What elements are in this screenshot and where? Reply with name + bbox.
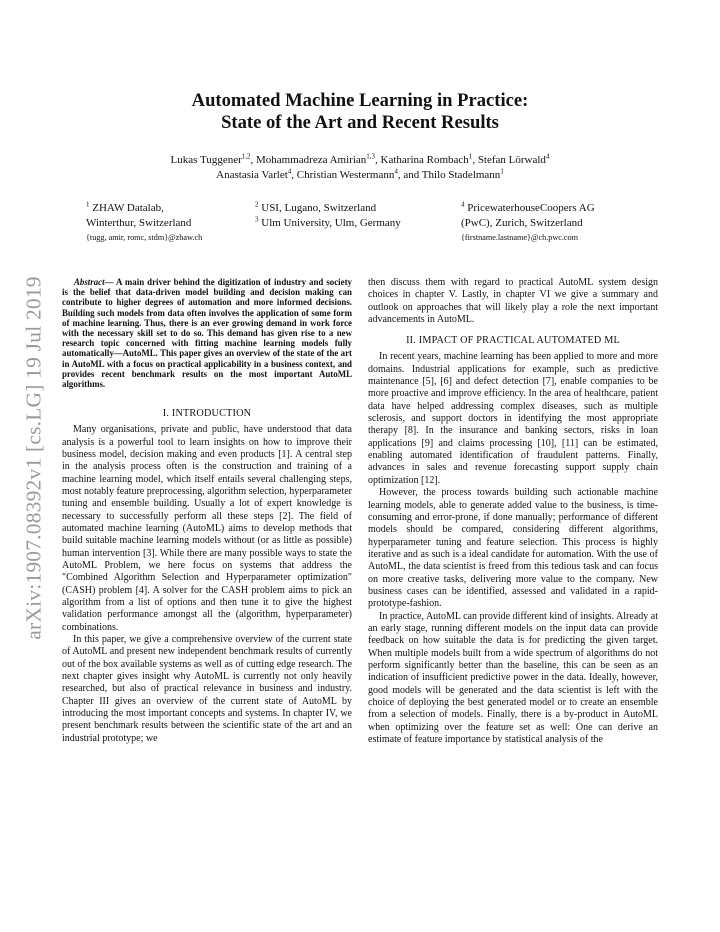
author-name: Anastasia Varlet bbox=[216, 169, 288, 181]
affiliation-1 bbox=[86, 201, 251, 244]
author-affil-mark: 4 bbox=[287, 167, 292, 176]
affiliation-4 bbox=[461, 201, 661, 244]
title-line-2: State of the Art and Recent Results bbox=[221, 112, 499, 133]
author-line-1 bbox=[60, 153, 660, 168]
paragraph: In recent years, machine learning has been applied to more and more domains. Industrial applications for example, such as predictive maintenance [5], [6] and defect detection [7], enable companies to be more proactive and improve efficiency. In the area of healthcare, patient data have helped addressing complex diseases, such as multiple sclerosis, and support doctors in identifying the most appropriate therapy [8]. In the insurance and banking sectors, risks in loan applications [9] and claims processing [10], [11] can be estimated, enabling automated identification of fraudulent patterns. Finally, advances in sales and revenue forecasting support supply chain optimization [12]. bbox=[368, 351, 658, 486]
affil-number: 4 bbox=[461, 200, 465, 209]
affil-email: {firstname.lastname}@ch.pwc.com bbox=[461, 233, 579, 242]
author-name: , and Thilo Stadelmann bbox=[397, 169, 501, 181]
affil-text: (PwC), Zurich, Switzerland bbox=[461, 217, 583, 229]
abstract-text: — A main driver behind the digitization of industry and society is the belief that data-driven model building and decision making can contribute to higher degrees of automation and more informed decisions. Building such models from data often involves the application of some form of machine learning. Thus, there is an ever growing demand in work force with the necessary skill set to do so. This demand has given rise to a new research topic concerned with fitting machine learning models fully automatically—AutoML. This paper gives an overview of the state of the art in AutoML with a focus on practical applicability in a business context, and provides recent benchmark results on the most important AutoML algorithms. bbox=[62, 277, 352, 390]
abstract bbox=[62, 277, 352, 389]
affil-email: {tugg, amir, romc, stdm}@zhaw.ch bbox=[86, 233, 203, 242]
affil-text: Ulm University, Ulm, Germany bbox=[261, 217, 401, 229]
abstract-label: Abstract bbox=[74, 277, 105, 287]
paragraph: Many organisations, private and public, have understood that data analysis is a powerful tool to learn insights on how to improve their business model, decision making and even products [1]. A central step in the analysis process often is the construction and training of a machine learning model, which itself entails several challenging steps, most notably feature preprocessing, algorithm selection, hyperparameter tuning and ensemble building. Usually a lot of expert knowledge is necessary to successfully perform all these steps [2]. The field of automated machine learning (AutoML) aims to develop methods that build suitable machine learning models without (or as little as possible) human intervention [3]. While there are many possible ways to state the AutoML Problem, we here focus on systems that address the "Combined Algorithm Selection and Hyperparameter optimization" (CASH) problem [4]. A solver for the CASH problem aims to pick an algorithm from a list of options and then tune it to give the highest validation performance amongst all the (algorithm, hyperparameter) combinations. bbox=[62, 424, 352, 633]
author-name: , Katharina Rombach bbox=[375, 154, 469, 166]
affiliation-line bbox=[86, 201, 251, 216]
affil-text: PricewaterhouseCoopers AG bbox=[467, 202, 595, 214]
arxiv-stamp bbox=[14, 258, 54, 658]
paragraph: In practice, AutoML can provide different kind of insights. Already at an early stage, running different models on the input data can provide feedback on how suitable the data is for predicting the given target. When multiple models built from a wide spectrum of algorithms do not perform significantly better than the baseline, this can be seen as an indication of insufficient predictive power in the data. Ideally, however, good models will be generated and the data scientist is left with the choice of deploying the best generated model or to create an ensemble from a selection of models. Finally, there is a by-product in AutoML when optimizing over the feature set as well: One can derive an estimate of feature importance by statistical analysis of the bbox=[368, 610, 658, 746]
author-affil-mark: 1,3 bbox=[366, 152, 376, 161]
author-affil-mark: 1 bbox=[500, 167, 504, 176]
author-name: , Christian Westermann bbox=[291, 169, 395, 181]
affil-text: ZHAW Datalab, bbox=[92, 202, 164, 214]
affil-number: 3 bbox=[255, 215, 259, 224]
paragraph: then discuss them with regard to practical AutoML system design choices in chapter V. Lastly, in chapter VI we give a summary and outlook on approaches that will likely play a role the next important advancements in AutoML. bbox=[368, 277, 658, 326]
author-affil-mark: 1 bbox=[468, 152, 473, 161]
author-affil-mark: 4 bbox=[545, 152, 550, 161]
paper-title bbox=[60, 90, 660, 134]
paragraph: However, the process towards building such actionable machine learning models, able to generate added value to the business, is time-consuming and error-prone, if done manually; performance of different models should be compared, considering different algorithms, hyperparameter tuning and feature selection. This process is highly iterative and as such is a ideal candidate for automation. With the use of AutoML, the data scientist is freed from this tedious task and can focus on more creative tasks, delivering more value to the company. New business cases can be identified, assessed and validated in a rapid-prototype-fashion. bbox=[368, 487, 658, 610]
affil-text: Winterthur, Switzerland bbox=[86, 217, 192, 229]
author-name: , Mohammadreza Amirian bbox=[250, 154, 367, 166]
section-heading-impact: II. IMPACT OF PRACTICAL AUTOMATED ML bbox=[406, 335, 620, 347]
author-line-2 bbox=[60, 168, 660, 183]
right-column bbox=[368, 277, 658, 746]
title-line-1: Automated Machine Learning in Practice: bbox=[191, 90, 529, 111]
author-affil-mark: 1,2 bbox=[241, 152, 251, 161]
author-list bbox=[60, 153, 660, 183]
affil-number: 1 bbox=[86, 200, 90, 209]
author-affil-mark: 4 bbox=[394, 167, 398, 176]
paragraph: In this paper, we give a comprehensive overview of the current state of AutoML and present new independent benchmark results of currently out of the box available systems as well as of cutting edge research. The next chapter gives insight why AutoML is currently not only heavily researched, but also of practical relevance in business and industry. Chapter III gives an overview of the current state of AutoML by introducing the most important concepts and systems. In chapter IV, we present benchmark results between the scientific state of the art and an industrial prototype; we bbox=[62, 634, 352, 744]
affiliation-line bbox=[461, 201, 661, 216]
affiliation-line bbox=[255, 216, 455, 231]
author-name: , Stefan Lörwald bbox=[472, 154, 546, 166]
affil-number: 2 bbox=[255, 200, 259, 209]
author-name: Lukas Tuggener bbox=[170, 154, 242, 166]
arxiv-stamp-text: arXiv:1907.08392v1 [cs.LG] 19 Jul 2019 bbox=[21, 276, 46, 640]
affil-text: USI, Lugano, Switzerland bbox=[261, 202, 377, 214]
section-heading-introduction: I. INTRODUCTION bbox=[162, 408, 252, 420]
left-column bbox=[62, 277, 352, 745]
affiliation-line bbox=[255, 201, 455, 216]
affiliation-2-3 bbox=[255, 201, 455, 231]
